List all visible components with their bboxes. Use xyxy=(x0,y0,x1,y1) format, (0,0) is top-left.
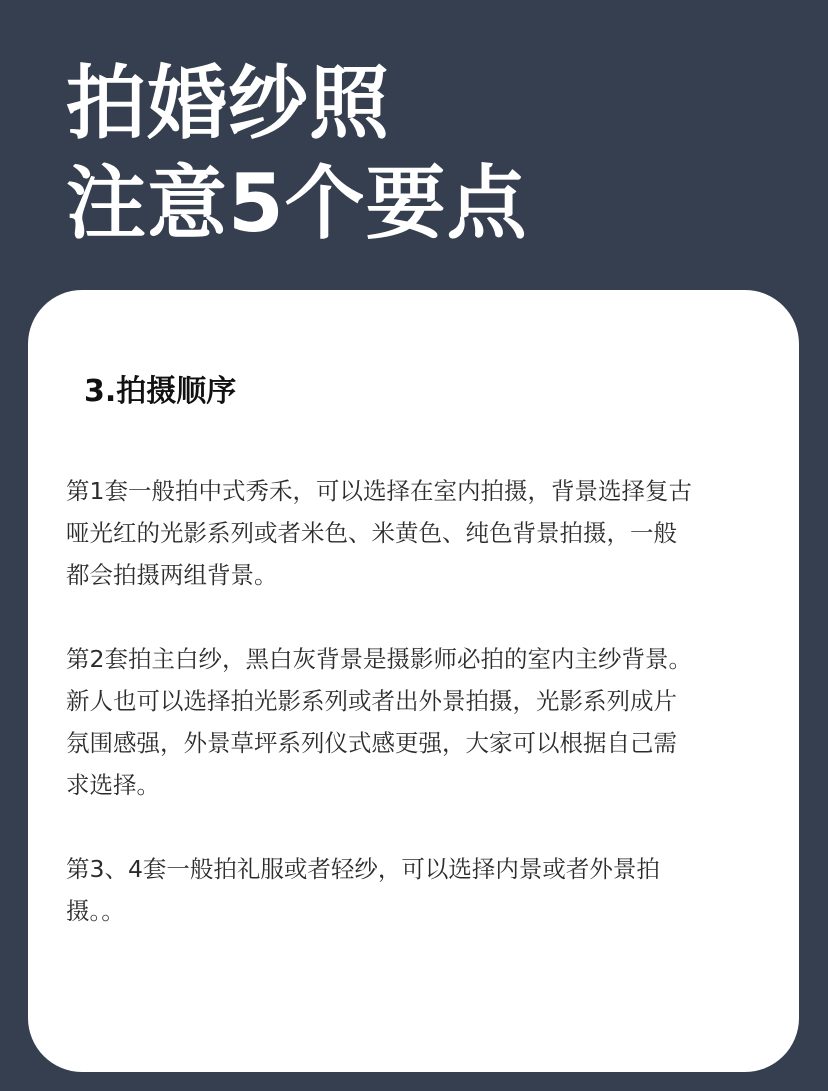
paragraph-line: 第2套拍主白纱，黑白灰背景是摄影师必拍的室内主纱背景。 xyxy=(66,645,692,673)
paragraph-set-2 xyxy=(66,638,766,806)
paragraph-line: 摄。。 xyxy=(66,897,125,925)
paragraph-line: 第1套一般拍中式秀禾，可以选择在室内拍摄，背景选择复古 xyxy=(66,477,692,505)
page-title xyxy=(66,54,528,254)
paragraph-set-1 xyxy=(66,470,766,596)
section-body xyxy=(66,470,766,974)
page-title-line-2: 注意5个要点 xyxy=(66,157,528,250)
paragraph-line: 第3、4套一般拍礼服或者轻纱，可以选择内景或者外景拍 xyxy=(66,855,660,883)
section-heading: 3.拍摄顺序 xyxy=(84,374,237,409)
content-card xyxy=(28,290,799,1072)
page-title-line-1: 拍婚纱照 xyxy=(66,57,390,150)
paragraph-line: 哑光红的光影系列或者米色、米黄色、纯色背景拍摄，一般 xyxy=(66,519,677,547)
paragraph-set-3-4 xyxy=(66,848,766,932)
paragraph-line: 都会拍摄两组背景。 xyxy=(66,561,278,589)
paragraph-line: 新人也可以选择拍光影系列或者出外景拍摄，光影系列成片 xyxy=(66,687,677,715)
paragraph-line: 氛围感强，外景草坪系列仪式感更强，大家可以根据自己需 xyxy=(66,729,677,757)
paragraph-line: 求选择。 xyxy=(66,771,160,799)
